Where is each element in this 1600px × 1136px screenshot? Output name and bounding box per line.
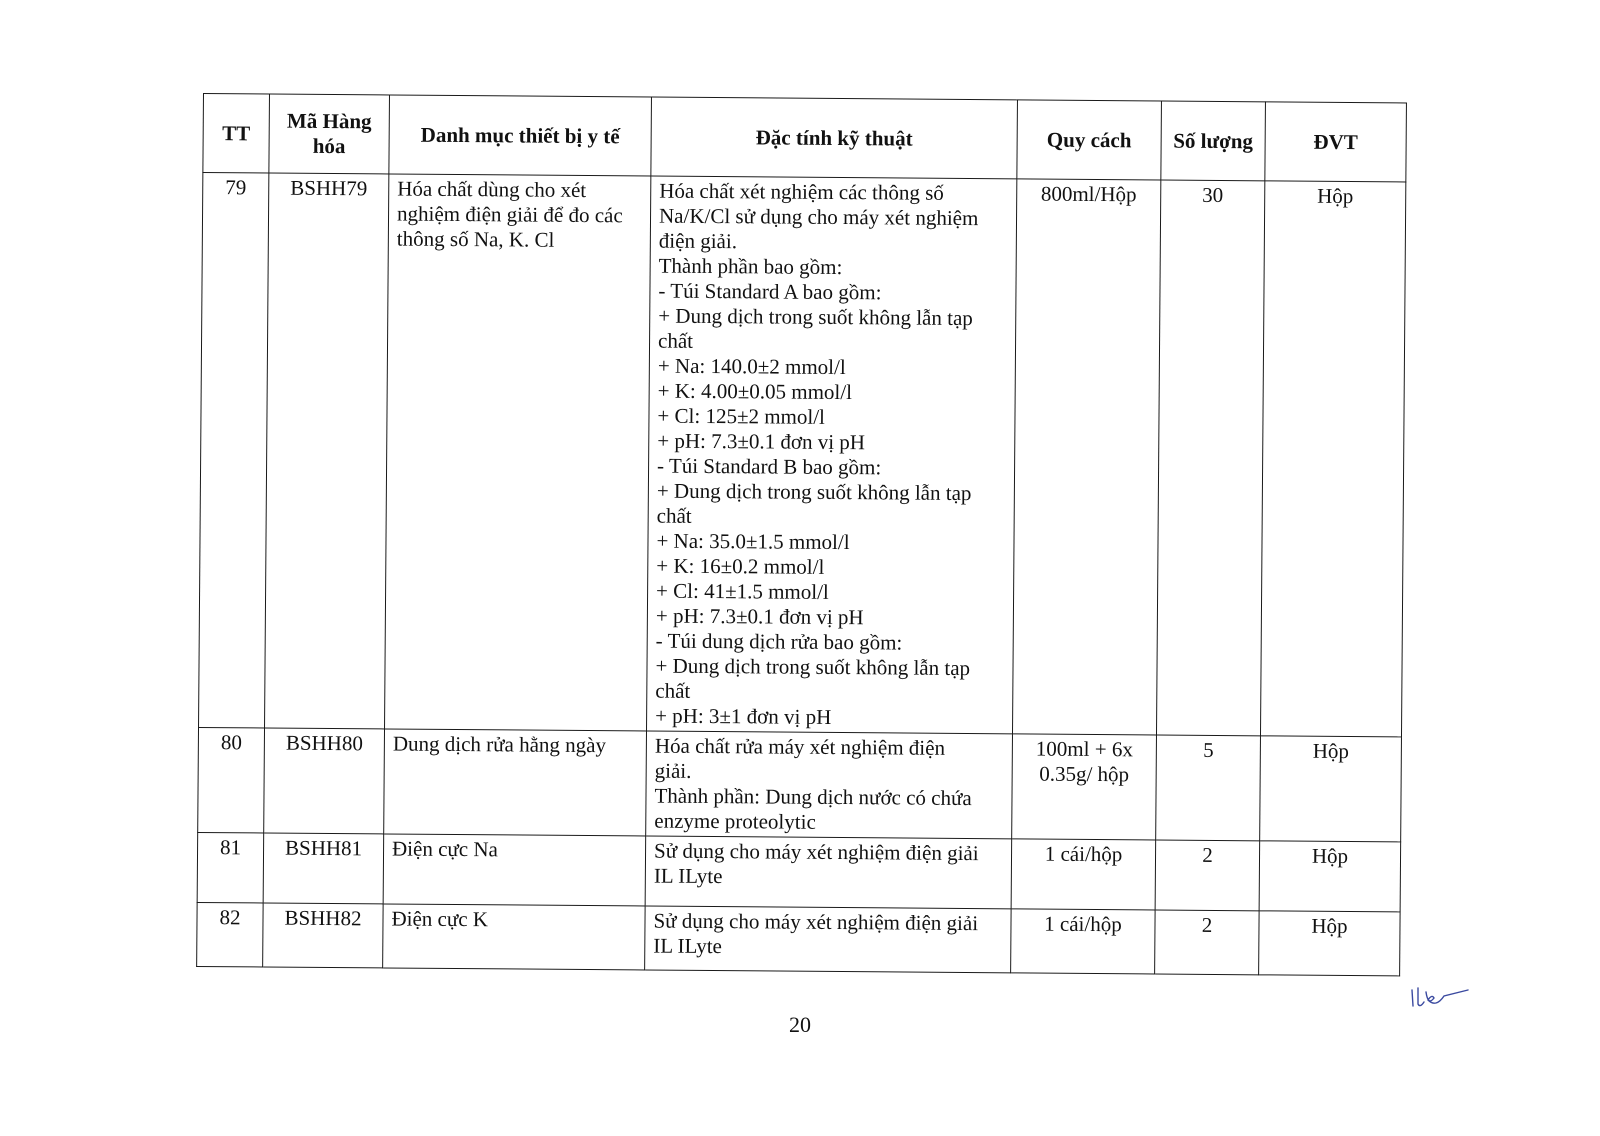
spec-line: + Na: 140.0±2 mmol/l [657, 353, 846, 380]
item-name: Điện cực Na [383, 834, 646, 906]
item-quantity: 30 [1156, 180, 1264, 736]
item-name: Điện cực K [383, 904, 645, 970]
spec-line: + pH: 3±1 đơn vị pH [655, 703, 832, 729]
table-row [198, 727, 1402, 841]
item-packing: 1 cái/hộp [1011, 839, 1156, 910]
spec-line: enzyme proteolytic [654, 808, 816, 834]
spec-line: + Cl: 125±2 mmol/l [657, 403, 826, 429]
spec-line: + K: 4.00±0.05 mmol/l [657, 378, 853, 405]
item-quantity: 2 [1155, 910, 1259, 975]
spec-line: IL ILyte [653, 933, 723, 959]
item-packing: 1 cái/hộp [1011, 909, 1155, 974]
item-unit: Hộp [1260, 181, 1405, 737]
spec-line: - Túi Standard B bao gồm: [656, 453, 882, 480]
item-code: BSHH80 [264, 728, 385, 834]
spec-line: Thành phần bao gồm: [658, 253, 843, 280]
spec-line: giải. [654, 758, 692, 783]
spec-line: Hóa chất xét nghiệm các thông số [659, 178, 944, 205]
item-name: Hóa chất dùng cho xét nghiệm điện giải để đo các thông số Na, K. Cl [385, 174, 651, 731]
spec-line: Sử dụng cho máy xét nghiệm điện giải [653, 838, 979, 866]
item-code: BSHH81 [263, 833, 384, 904]
spec-line: điện giải. [658, 228, 738, 254]
spec-line: + Dung dịch trong suốt không lẫn tạp [655, 653, 971, 681]
row-number: 81 [197, 832, 264, 903]
spec-line: + Cl: 41±1.5 mmol/l [656, 578, 829, 604]
item-spec [647, 176, 1017, 734]
item-code: BSHH79 [265, 173, 389, 729]
spec-line: IL ILyte [653, 863, 723, 889]
header-spec: Đặc tính kỹ thuật [651, 97, 1018, 179]
header-packing: Quy cách [1017, 100, 1162, 180]
row-number: 80 [198, 727, 265, 833]
spec-line: Hóa chất rửa máy xét nghiệm điện [654, 733, 946, 760]
table-header-row [203, 94, 1407, 182]
item-spec [646, 731, 1013, 839]
spec-line: + Na: 35.0±1.5 mmol/l [656, 528, 850, 555]
spec-line: Na/K/Cl sử dụng cho máy xét nghiệm [658, 203, 979, 231]
header-unit: ĐVT [1265, 102, 1407, 182]
spec-line: - Túi dung dịch rửa bao gồm: [655, 628, 903, 655]
item-unit: Hộp [1259, 911, 1400, 976]
item-quantity: 5 [1156, 735, 1261, 841]
spec-line: Thành phần: Dung dịch nước có chứa [654, 783, 972, 811]
spec-line: chất [657, 328, 694, 353]
header-code: Mã Hàng hóa [269, 94, 390, 174]
spec-line: + Dung dịch trong suốt không lẫn tạp [658, 303, 973, 331]
item-packing: 800ml/Hộp [1012, 179, 1160, 735]
item-quantity: 2 [1155, 840, 1260, 911]
spec-line: chất [656, 503, 692, 528]
item-code: BSHH82 [263, 903, 383, 968]
spec-line: chất [655, 678, 691, 703]
spec-line: + pH: 7.3±0.1 đơn vị pH [657, 428, 866, 455]
header-name: Danh mục thiết bị y tế [389, 95, 652, 176]
item-unit: Hộp [1260, 736, 1402, 842]
item-spec [645, 836, 1012, 909]
spec-line: - Túi Standard A bao gồm: [658, 278, 882, 305]
item-packing: 100ml + 6x 0.35g/ hộp [1012, 734, 1157, 840]
equipment-spec-table [196, 93, 1407, 976]
item-unit: Hộp [1259, 841, 1401, 912]
item-name: Dung dịch rửa hằng ngày [384, 729, 647, 836]
table-row [197, 902, 1400, 975]
signature-mark [1410, 982, 1470, 1012]
spec-line: Sử dụng cho máy xét nghiệm điện giải [653, 908, 979, 936]
spec-line: + K: 16±0.2 mmol/l [656, 553, 825, 579]
page-number: 20 [789, 1012, 811, 1037]
header-qty: Số lượng [1161, 101, 1266, 181]
row-number: 82 [197, 902, 264, 967]
spec-line: + Dung dịch trong suốt không lẫn tạp [656, 478, 972, 506]
item-spec [645, 906, 1011, 973]
row-number: 79 [199, 173, 269, 729]
header-tt: TT [203, 94, 270, 174]
table-row [197, 832, 1401, 911]
table-row [199, 173, 1406, 737]
spec-line: + pH: 7.3±0.1 đơn vị pH [655, 603, 864, 630]
